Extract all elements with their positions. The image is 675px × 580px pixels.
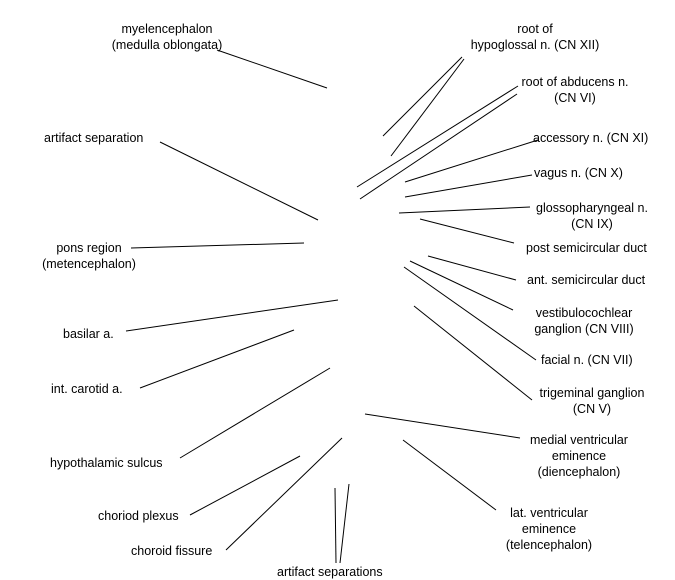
label-ant-semicircular: ant. semicircular duct (527, 273, 646, 287)
leader-choriod-plexus (190, 456, 300, 515)
label-facial-n: facial n. (CN VII) (541, 353, 633, 367)
leader-hypothalamic-sulcus (180, 368, 330, 458)
leader-vestibulocochlear (410, 261, 513, 310)
label-accessory-n: accessory n. (CN XI) (533, 131, 649, 145)
leader-artifact-separation (160, 142, 318, 220)
label-glossopharyngeal: glossopharyngeal n. (CN IX) (536, 201, 648, 231)
leader-accessory-n (405, 140, 538, 182)
leader-ant-semicircular (428, 256, 516, 280)
label-medial-ventricular: medial ventricular eminence (diencephalon) (530, 433, 628, 479)
leader-trigeminal (414, 306, 532, 400)
leader-artifact-separations-a (335, 488, 336, 563)
leader-glossopharyngeal (399, 207, 530, 213)
label-myelencephalon: myelencephalon (medulla oblongata) (111, 22, 223, 52)
label-int-carotid-a: int. carotid a. (51, 382, 123, 396)
label-post-semicircular: post semicircular duct (526, 241, 647, 255)
label-vagus-n: vagus n. (CN X) (534, 166, 623, 180)
leader-root-hypoglossal-b (391, 59, 464, 156)
leader-post-semicircular (420, 219, 514, 243)
label-hypothalamic-sulcus: hypothalamic sulcus (50, 456, 163, 470)
leader-root-abducens-b (360, 94, 517, 199)
label-lat-ventricular: lat. ventricular eminence (telencephalon) (505, 506, 593, 552)
label-artifact-separation: artifact separation (44, 131, 144, 145)
leader-medial-ventricular (365, 414, 520, 438)
label-vestibulocochlear: vestibulocochlear ganglion (CN VIII) (534, 306, 634, 336)
leader-artifact-separations-b (340, 484, 349, 563)
label-choriod-plexus: choriod plexus (98, 509, 179, 523)
leader-lat-ventricular (403, 440, 496, 510)
label-trigeminal: trigeminal ganglion (CN V) (539, 386, 645, 416)
label-basilar-a: basilar a. (63, 327, 114, 341)
leader-basilar-a (126, 300, 338, 331)
leader-vagus-n (405, 175, 532, 197)
label-choroid-fissure: choroid fissure (131, 544, 213, 558)
leader-pons-region (131, 243, 304, 248)
label-artifact-separations: artifact separations (277, 565, 383, 579)
leader-myelencephalon (217, 50, 327, 88)
label-root-abducens: root of abducens n. (CN VI) (521, 75, 629, 105)
label-root-hypoglossal: root of hypoglossal n. (CN XII) (470, 22, 600, 52)
leader-choroid-fissure (226, 438, 342, 550)
leader-root-hypoglossal-a (383, 57, 462, 136)
leader-int-carotid-a (140, 330, 294, 388)
label-pons-region: pons region (metencephalon) (42, 241, 136, 271)
